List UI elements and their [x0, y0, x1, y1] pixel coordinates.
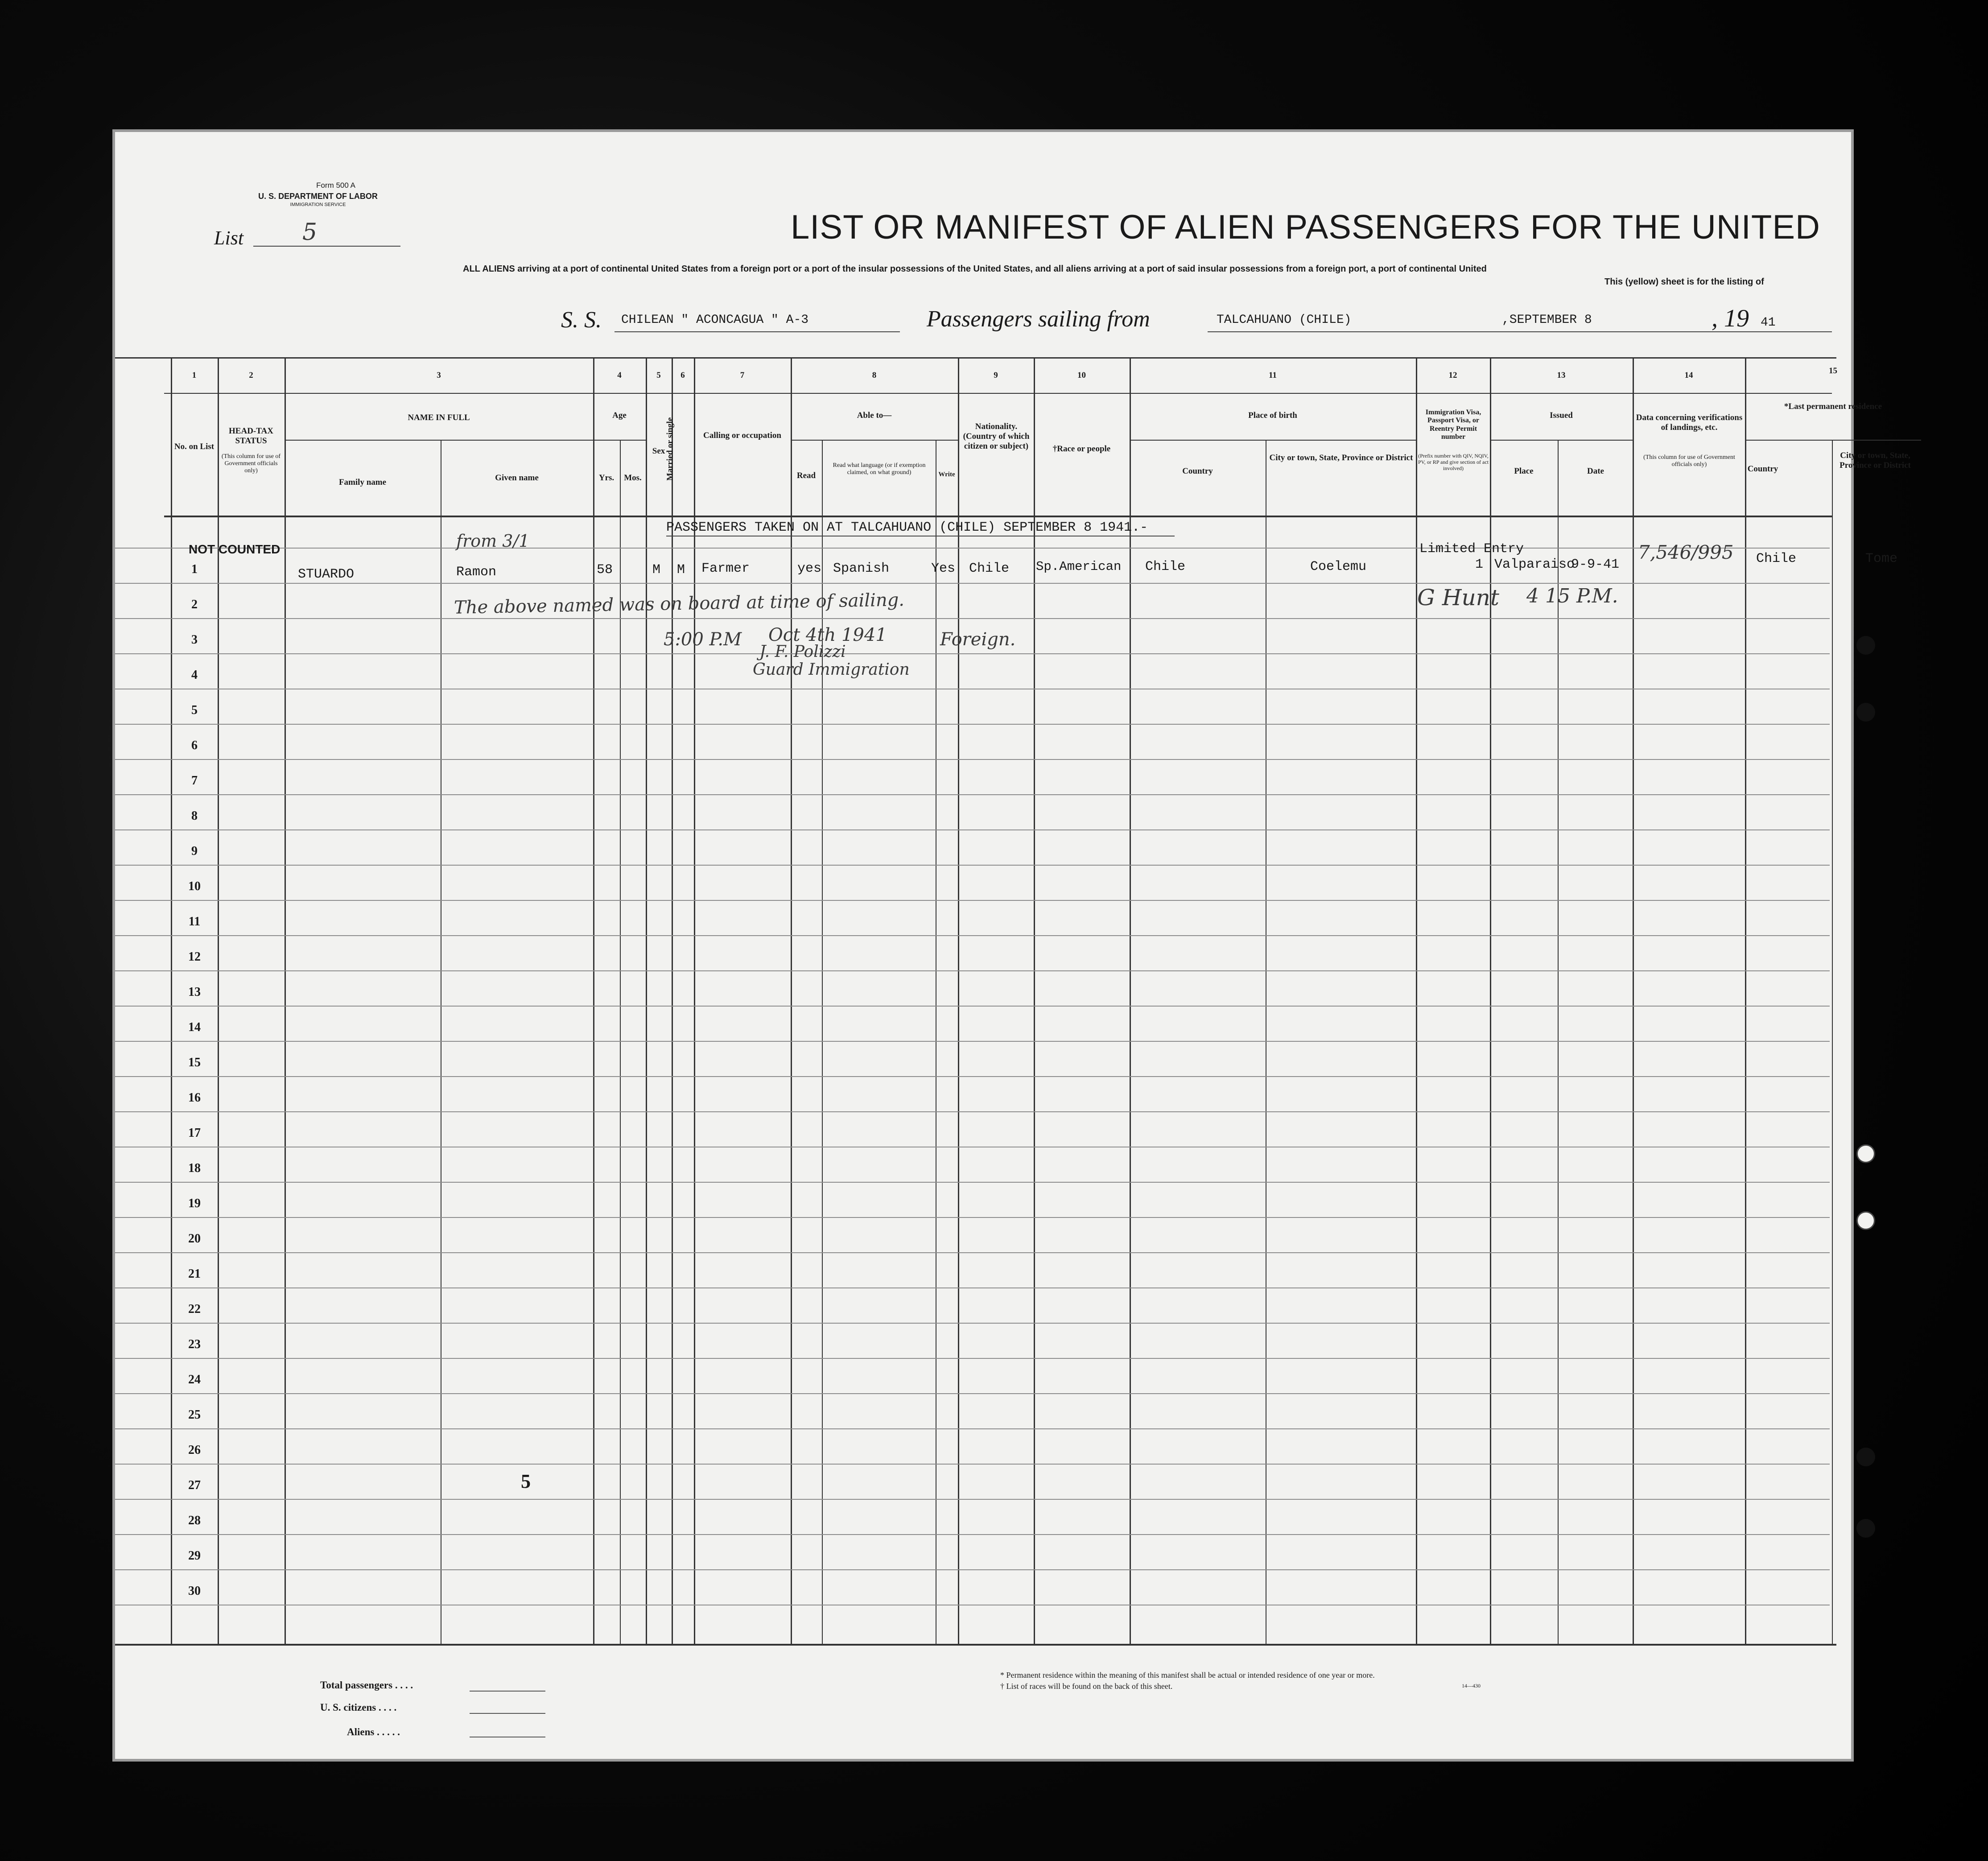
form-number: Form 500 A	[316, 181, 355, 190]
row-number: 13	[188, 985, 201, 999]
ship-name: CHILEAN " ACONCAGUA " A-3	[621, 313, 809, 327]
header-mos: Mos.	[624, 473, 642, 483]
passenger-race: Sp.American	[1036, 559, 1122, 574]
col-line	[958, 357, 959, 1644]
passenger-birth-country: Chile	[1145, 559, 1186, 574]
handwritten-time-note: 4 15 P.M.	[1526, 585, 1618, 607]
binder-hole	[1856, 1144, 1875, 1163]
header-last-residence: *Last permanent residence	[1784, 402, 1882, 411]
header-head-tax-note: (This column for use of Government officials only)	[221, 453, 281, 475]
col-number: 14	[1684, 371, 1693, 380]
footnote-races: † List of races will be found on the back of this sheet.	[1000, 1682, 1173, 1691]
handwritten-guard: Guard Immigration	[753, 660, 910, 679]
col-line	[791, 357, 792, 1644]
col-line	[1416, 357, 1417, 1644]
row-rule	[115, 1323, 1830, 1324]
departure-date: ,SEPTEMBER 8	[1502, 313, 1592, 327]
header-race: †Race or people	[1052, 444, 1111, 454]
handwritten-transfer-note: from 3/1	[456, 531, 530, 551]
section-heading: PASSENGERS TAKEN ON AT TALCAHUANO (CHILE) SEPTEMBER 8 1941.-	[666, 520, 1148, 535]
able-subdivider	[791, 440, 958, 441]
col-line	[822, 440, 823, 1644]
row-rule	[115, 759, 1830, 760]
list-number-line	[253, 246, 400, 247]
col-number: 1	[192, 371, 197, 380]
col-number: 5	[656, 371, 661, 380]
handwritten-time: 5:00 P.M	[664, 629, 742, 650]
col-number: 7	[740, 371, 745, 380]
row-number: 22	[188, 1302, 201, 1316]
header-verification: Data concerning verifications of landings, etc.	[1636, 413, 1743, 432]
header-issued-date: Date	[1587, 466, 1604, 476]
row-number: 4	[191, 668, 198, 682]
row-number: 30	[188, 1584, 201, 1598]
header-issued: Issued	[1550, 411, 1573, 420]
row-number: 23	[188, 1337, 201, 1351]
footnote-residence: * Permanent residence within the meaning of this manifest shall be actual or intended residence of one year or more.	[1000, 1671, 1375, 1679]
col-line	[1130, 357, 1131, 1644]
row-rule	[115, 794, 1830, 795]
issued-subdivider	[1490, 440, 1633, 441]
binder-hole	[1856, 1519, 1875, 1538]
row-rule	[115, 900, 1830, 901]
binder-hole	[1856, 1211, 1875, 1230]
passenger-visa: Limited Entry	[1419, 541, 1524, 557]
col-number: 10	[1077, 371, 1086, 380]
form-department: U. S. DEPARTMENT OF LABOR	[258, 192, 378, 201]
row-number: 10	[188, 879, 201, 893]
header-bottom-border	[164, 516, 1832, 517]
row-number: 25	[188, 1408, 201, 1422]
ss-label: S. S.	[561, 307, 602, 333]
row-number: 28	[188, 1514, 201, 1527]
header-yrs: Yrs.	[598, 473, 615, 483]
residence-subdivider	[1745, 440, 1921, 441]
passenger-language: Spanish	[833, 561, 890, 576]
passenger-res-country: Chile	[1756, 551, 1797, 566]
header-given-name: Given name	[495, 473, 539, 483]
row-number: 11	[188, 915, 201, 928]
col-number: 4	[617, 371, 622, 380]
header-calling: Calling or occupation	[703, 431, 781, 440]
row-rule	[115, 1358, 1830, 1359]
year-prefix: , 19	[1712, 305, 1749, 332]
col-number: 11	[1269, 371, 1277, 380]
sailing-label: Passengers sailing from	[927, 306, 1150, 332]
row-rule	[115, 1041, 1830, 1042]
header-no-on-list: No. on List	[174, 442, 214, 451]
handwritten-date: Oct 4th 1941	[768, 625, 887, 645]
header-head-tax: HEAD-TAX STATUS	[229, 426, 273, 446]
row-number: 29	[188, 1549, 201, 1563]
row-number: 15	[188, 1056, 201, 1069]
header-visa-note: (Prefix number with QIV, NQIV, PV, or RP and give section of act involved)	[1418, 453, 1489, 471]
col-line	[646, 357, 647, 1644]
header-name-in-full: NAME IN FULL	[408, 413, 470, 422]
passenger-res-city: Tome	[1865, 551, 1898, 566]
list-number: 5	[302, 219, 318, 246]
row-rule	[115, 653, 1830, 654]
header-res-country: Country	[1747, 464, 1778, 474]
total-passengers-label: Total passengers . . . .	[320, 1679, 413, 1691]
passenger-occupation: Farmer	[701, 561, 750, 576]
row-rule	[115, 865, 1830, 866]
header-married: Married or single	[665, 417, 675, 481]
row-number: 1	[191, 562, 198, 576]
passenger-age: 58	[597, 562, 613, 578]
passenger-family-name: STUARDO	[298, 567, 355, 582]
row-number: 7	[191, 774, 198, 788]
header-res-city: City or town, State, Province or District	[1840, 451, 1911, 470]
col-number: 9	[994, 371, 998, 380]
passenger-sex: M	[652, 562, 661, 578]
header-sex: Sex	[652, 446, 665, 456]
header-birth-country: Country	[1182, 466, 1213, 476]
row-rule	[115, 1287, 1830, 1288]
year-suffix: 41	[1761, 316, 1776, 330]
passenger-birth-city: Coelemu	[1310, 559, 1367, 574]
count-stamp: 5	[521, 1470, 531, 1492]
col-line	[1633, 357, 1634, 1644]
table-bottom-border	[115, 1644, 1836, 1646]
row-number: 19	[188, 1197, 201, 1210]
row-number: 24	[188, 1373, 201, 1386]
birth-subdivider	[1130, 440, 1416, 441]
header-verification-note: (This column for use of Government officials only)	[1643, 454, 1735, 468]
column-number-divider	[164, 393, 1832, 394]
col-number: 3	[437, 371, 441, 380]
col-line	[593, 357, 594, 1644]
passenger-write: Yes	[931, 561, 956, 576]
handwritten-signature: J. F. Polizzi	[759, 643, 846, 661]
passenger-nationality: Chile	[969, 561, 1010, 576]
row-number: 21	[188, 1267, 201, 1281]
age-subdivider	[593, 440, 646, 441]
col-number: 12	[1448, 371, 1457, 380]
row-rule	[115, 618, 1830, 619]
row-number: 5	[191, 703, 198, 717]
passenger-issued-date: 9-9-41	[1571, 557, 1620, 572]
row-rule	[115, 1464, 1830, 1465]
col-line	[1832, 440, 1833, 1644]
col-number: 8	[872, 371, 877, 380]
row-rule	[115, 1534, 1830, 1535]
col-line	[694, 357, 695, 1644]
row-number: 18	[188, 1161, 201, 1175]
col-line	[1558, 440, 1559, 1644]
aliens-label: Aliens . . . . .	[347, 1726, 400, 1737]
passenger-issued-place: Valparaiso	[1494, 557, 1575, 572]
row-rule	[115, 970, 1830, 971]
row-number: 12	[188, 950, 201, 964]
col-line	[620, 440, 621, 1644]
passenger-given-name: Ramon	[456, 565, 497, 580]
row-rule	[115, 1252, 1830, 1253]
row-rule	[115, 1217, 1830, 1218]
row-number: 20	[188, 1232, 201, 1246]
col-number: 2	[249, 371, 253, 380]
col-number: 6	[681, 371, 685, 380]
table-top-border	[115, 357, 1836, 359]
row-rule	[115, 548, 1830, 549]
header-write: Write	[938, 471, 955, 478]
row-rule	[115, 935, 1830, 936]
form-service: IMMIGRATION SERVICE	[290, 202, 346, 207]
binder-hole	[1856, 703, 1875, 722]
binder-hole	[1856, 636, 1875, 655]
row-number: 9	[191, 844, 198, 858]
row-rule	[115, 1393, 1830, 1394]
col-line	[285, 357, 286, 1644]
header-read-language: Read what language (or if exemption claimed, on what ground)	[833, 462, 926, 476]
col-line	[1745, 357, 1746, 1644]
name-subdivider	[285, 440, 623, 441]
handwritten-foreign: Foreign.	[940, 629, 1016, 650]
row-rule	[115, 1006, 1830, 1007]
head-tax-status: NOT COUNTED	[189, 542, 280, 556]
passenger-verification: 7,546/995	[1638, 541, 1734, 563]
manifest-page	[112, 129, 1911, 1762]
us-citizens-line	[470, 1713, 545, 1714]
col-line	[672, 357, 673, 1644]
row-number: 14	[188, 1020, 201, 1034]
row-number: 26	[188, 1443, 201, 1457]
col-line	[1034, 357, 1035, 1644]
row-rule	[115, 583, 1830, 584]
header-age: Age	[612, 411, 627, 420]
row-rule	[115, 1111, 1830, 1112]
row-number: 27	[188, 1478, 201, 1492]
passenger-visa-count: 1	[1475, 557, 1484, 572]
manifest-subtitle-line2: This (yellow) sheet is for the listing of	[1604, 277, 1764, 287]
row-number: 8	[191, 809, 198, 823]
row-rule	[115, 1428, 1830, 1429]
header-birth-city: City or town, State, Province or District	[1269, 453, 1413, 462]
passenger-marital: M	[677, 562, 685, 578]
ship-name-line	[615, 331, 900, 332]
total-passengers-line	[470, 1691, 545, 1692]
header-able-to: Able to—	[857, 411, 892, 420]
row-rule	[115, 724, 1830, 725]
row-number: 3	[191, 633, 198, 647]
header-nationality: Nationality. (Country of which citizen or subject)	[963, 422, 1030, 451]
row-rule	[115, 1076, 1830, 1077]
row-rule	[115, 1569, 1830, 1570]
header-visa: Immigration Visa, Passport Visa, or Reentry Permit number	[1425, 409, 1481, 441]
departure-port: TALCAHUANO (CHILE)	[1217, 313, 1352, 327]
row-number: 16	[188, 1091, 201, 1105]
header-family-name: Family name	[338, 478, 387, 487]
row-number: 6	[191, 739, 198, 752]
row-rule	[115, 829, 1830, 830]
col-number: 15	[1829, 366, 1837, 376]
manifest-title: LIST OR MANIFEST OF ALIEN PASSENGERS FOR THE UNITED	[791, 208, 1820, 246]
header-read: Read	[796, 471, 816, 480]
row-rule	[115, 1499, 1830, 1500]
list-label: List	[214, 227, 244, 249]
header-issued-place: Place	[1514, 466, 1534, 476]
passenger-read: yes	[797, 561, 822, 576]
footnote-form-code: 14—430	[1462, 1683, 1481, 1689]
handwritten-line1: The above named was on board at time of sailing.	[454, 590, 905, 618]
binder-hole	[1856, 1448, 1875, 1466]
header-place-of-birth: Place of birth	[1248, 411, 1297, 420]
row-number: 17	[188, 1126, 201, 1140]
row-rule	[115, 1182, 1830, 1183]
handwritten-initials: G Hunt	[1417, 585, 1499, 611]
manifest-subtitle-line1: ALL ALIENS arriving at a port of continental United States from a foreign port or a port of the insular possessions of the United States, and all aliens arriving at a port of said insular possessions from a foreign port, a port of continental United	[463, 264, 1487, 274]
row-number: 2	[191, 598, 198, 611]
us-citizens-label: U. S. citizens . . . .	[320, 1702, 397, 1713]
col-number: 13	[1557, 371, 1566, 380]
